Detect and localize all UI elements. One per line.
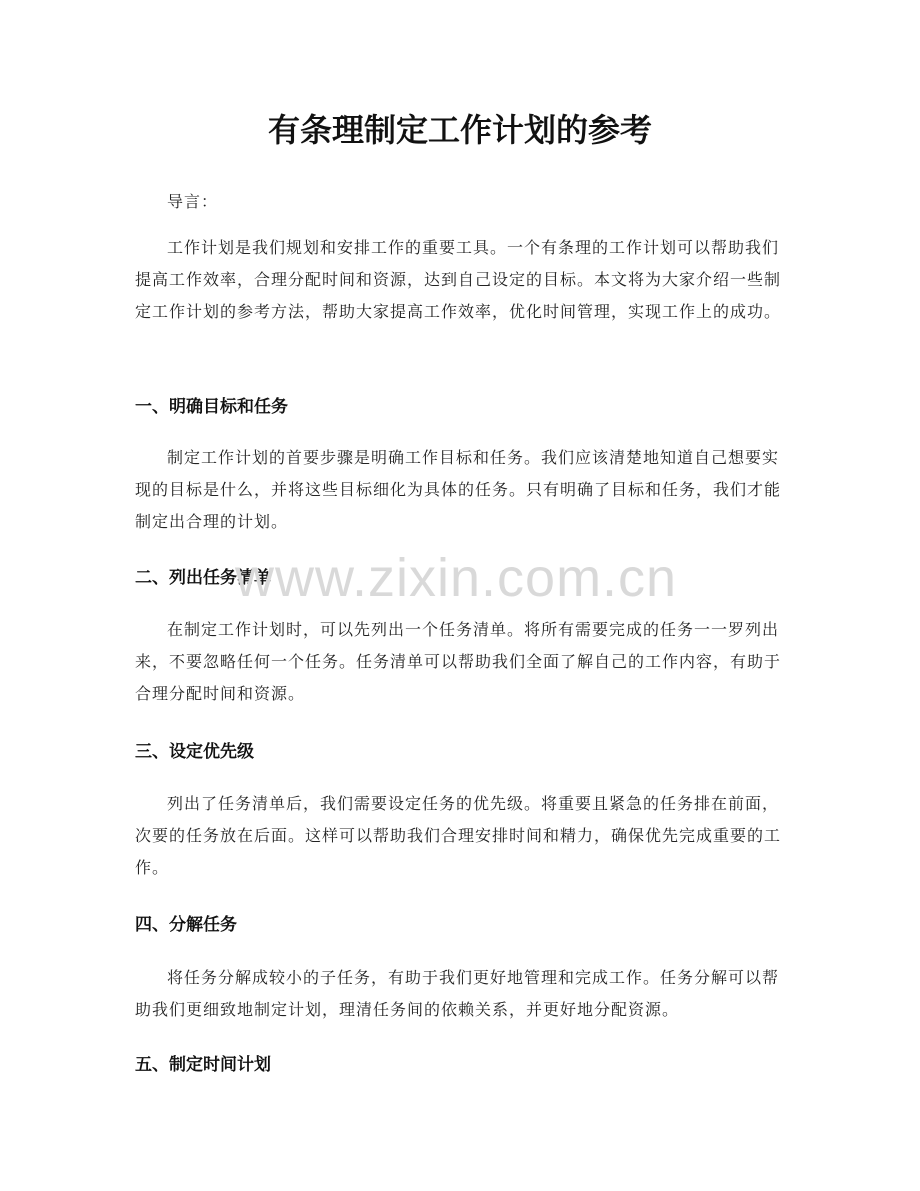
section-heading-4: 四、分解任务 bbox=[135, 915, 237, 935]
section-heading-3: 三、设定优先级 bbox=[135, 742, 254, 762]
section-heading-5: 五、制定时间计划 bbox=[135, 1055, 271, 1075]
section-body-4: 将任务分解成较小的子任务，有助于我们更好地管理和完成工作。任务分解可以帮助我们更细致地制定计划，理清任务间的依赖关系，并更好地分配资源。 bbox=[135, 968, 780, 1019]
document-title: 有条理制定工作计划的参考 bbox=[267, 111, 652, 149]
section-heading-2: 二、列出任务清单 bbox=[135, 568, 271, 588]
intro-label: 导言： bbox=[167, 192, 219, 211]
section-body-2: 在制定工作计划时，可以先列出一个任务清单。将所有需要完成的任务一一罗列出来，不要忽略任何一个任务。任务清单可以帮助我们全面了解自己的工作内容，有助于合理分配时间和资源。 bbox=[135, 620, 782, 703]
intro-paragraph: 工作计划是我们规划和安排工作的重要工具。一个有条理的工作计划可以帮助我们提高工作效率，合理分配时间和资源，达到自己设定的目标。本文将为大家介绍一些制定工作计划的参考方法，帮助大家提高工作效率，优化时间管理，实现工作上的成功。 bbox=[135, 238, 782, 321]
watermark: www.zixin.com.cn bbox=[235, 548, 678, 608]
section-body-1: 制定工作计划的首要步骤是明确工作目标和任务。我们应该清楚地知道自己想要实现的目标是什么，并将这些目标细化为具体的任务。只有明确了目标和任务，我们才能制定出合理的计划。 bbox=[135, 448, 782, 531]
section-heading-1: 一、明确目标和任务 bbox=[135, 397, 288, 417]
section-body-3: 列出了任务清单后，我们需要设定任务的优先级。将重要且紧急的任务排在前面，次要的任务放在后面。这样可以帮助我们合理安排时间和精力，确保优先完成重要的工作。 bbox=[135, 794, 782, 877]
